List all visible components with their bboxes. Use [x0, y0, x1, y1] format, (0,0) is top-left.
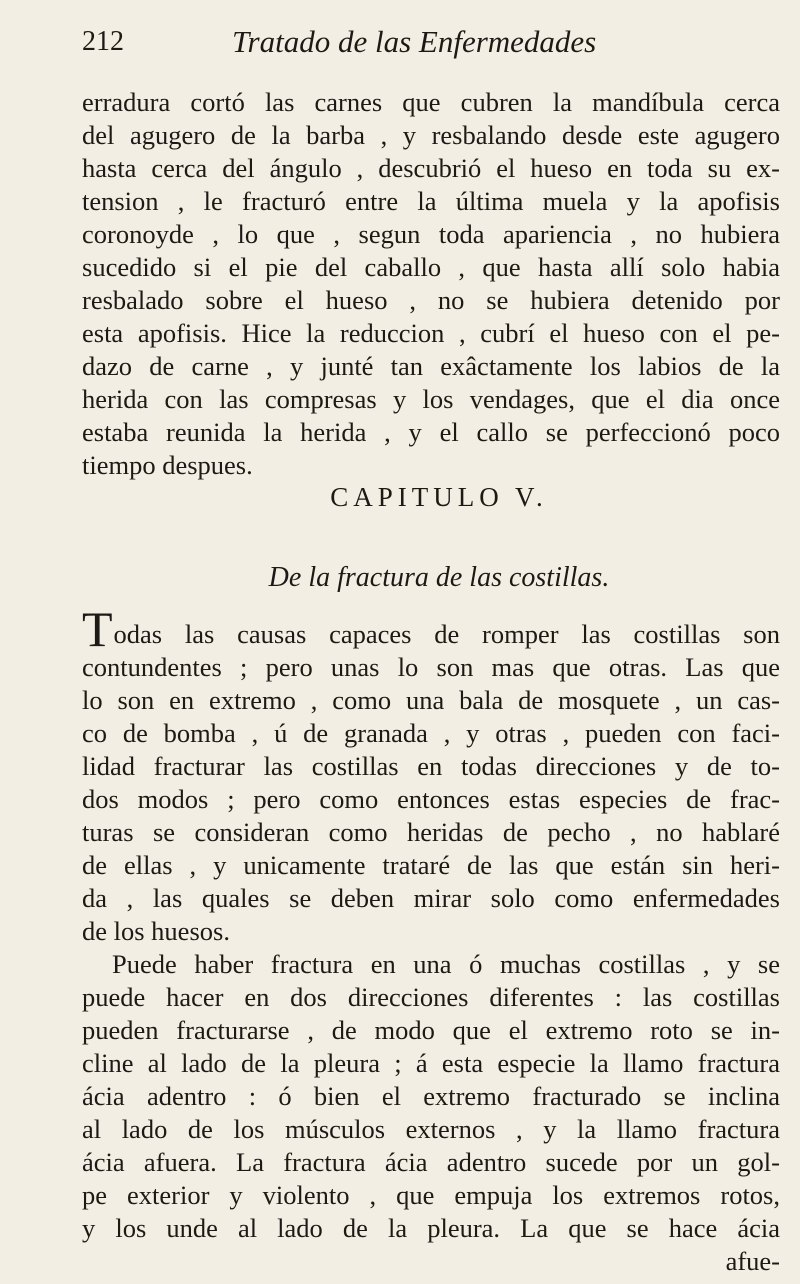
paragraph [82, 601, 780, 1278]
catchword: afue- [725, 1246, 780, 1276]
text-line: hasta cerca del ángulo , descubrió el hueso en toda su ex- [82, 153, 780, 183]
text-line: y los unde al lado de la pleura. La que se hace ácia [82, 1213, 780, 1243]
text-line: lo son en extremo , como una bala de mosquete , un cas- [82, 685, 780, 715]
text-line: de ellas , y unicamente trataré de las que están sin heri- [82, 850, 780, 880]
text-line: dazo de carne , y junté tan exâctamente los labios de la [82, 351, 780, 381]
text-line: esta apofisis. Hice la reduccion , cubrí el hueso con el pe- [82, 318, 780, 348]
paragraph-continuation [82, 86, 780, 482]
chapter-subtitle: De la fractura de las costillas. [268, 562, 610, 593]
page-number: 212 [82, 26, 124, 57]
text-line: turas se consideran como heridas de pecho , no hablaré [82, 817, 780, 847]
text-line [82, 601, 780, 657]
text-line: lidad fracturar las costillas en todas direcciones y de to- [82, 751, 780, 781]
text-line-rest: odas las causas capaces de romper las costillas son [113, 619, 780, 649]
text-line: coronoyde , lo que , segun toda apariencia , no hubiera [82, 219, 780, 249]
text-line: erradura cortó las carnes que cubren la mandíbula cerca [82, 87, 780, 117]
text-line: puede hacer en dos direcciones diferentes : las costillas [82, 982, 780, 1012]
text-line: resbalado sobre el hueso , no se hubiera detenido por [82, 285, 780, 315]
text-line: ácia adentro : ó bien el extremo fracturado se inclina [82, 1081, 780, 1111]
text-line: tension , le fracturó entre la última muela y la apofisis [82, 186, 780, 216]
running-head [82, 16, 762, 66]
text-line: Puede haber fractura en una ó muchas costillas , y se [112, 949, 780, 979]
chapter-title: CAPITULO V. [330, 482, 548, 512]
text-line: cline al lado de la pleura ; á esta especie la llamo fractura [82, 1048, 780, 1078]
text-line: co de bomba , ú de granada , y otras , pueden con faci- [82, 718, 780, 748]
text-line: da , las quales se deben mirar solo como enfermedades [82, 883, 780, 913]
text-line: al lado de los músculos externos , y la llamo fractura [82, 1114, 780, 1144]
text-line: dos modos ; pero como entonces estas especies de frac- [82, 784, 780, 814]
text-line: del agugero de la barba , y resbalando desde este agugero [82, 120, 780, 150]
text-line: ácia afuera. La fractura ácia adentro sucede por un gol- [82, 1147, 780, 1177]
running-title: Tratado de las Enfermedades [232, 24, 597, 59]
text-line: estaba reunida la herida , y el callo se perfeccionó poco [82, 417, 780, 447]
text-line: pueden fracturarse , de modo que el extremo roto se in- [82, 1015, 780, 1045]
text-line: contundentes ; pero unas lo son mas que otras. Las que [82, 652, 780, 682]
text-line: herida con las compresas y los vendages, que el dia once [82, 384, 780, 414]
drop-cap: T [82, 601, 113, 657]
text-line: tiempo despues. [82, 450, 253, 480]
text-line: pe exterior y violento , que empuja los extremos rotos, [82, 1180, 780, 1210]
text-line: de los huesos. [82, 916, 230, 946]
text-line: sucedido si el pie del caballo , que hasta allí solo habia [82, 252, 780, 282]
